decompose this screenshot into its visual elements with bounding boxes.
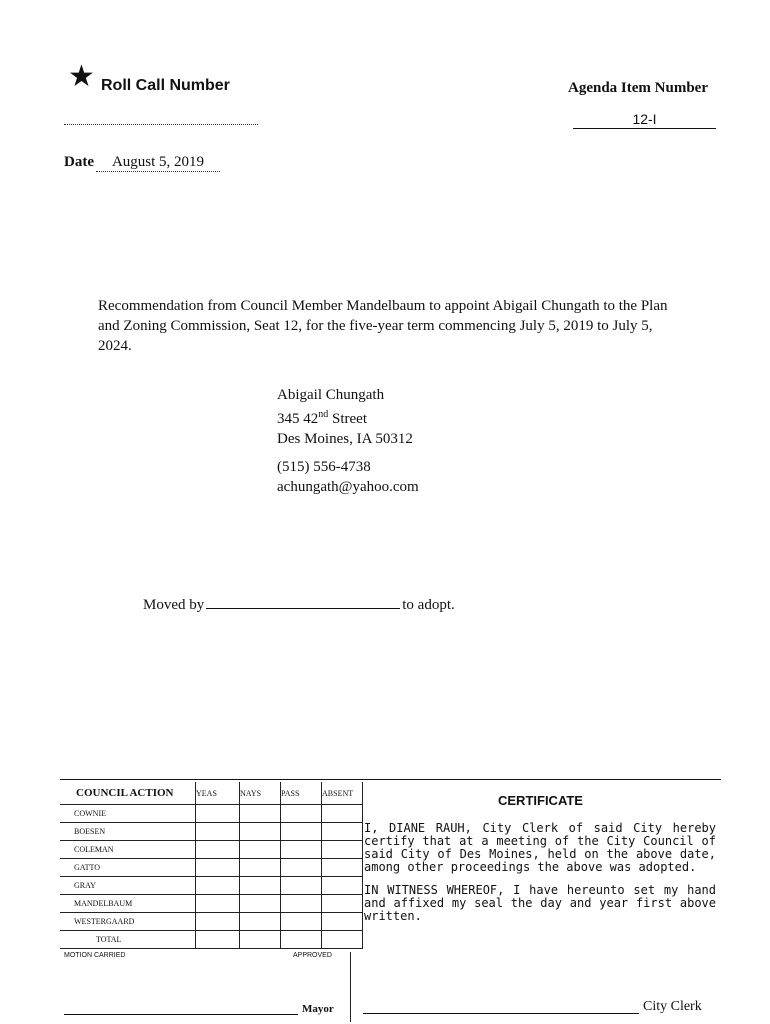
agenda-item-label: Agenda Item Number bbox=[568, 80, 708, 96]
table-row bbox=[60, 913, 363, 931]
appointee-address bbox=[277, 385, 413, 449]
certificate-title: CERTIFICATE bbox=[498, 793, 583, 808]
section-divider bbox=[60, 779, 721, 780]
col-nays: NAYS bbox=[240, 782, 281, 805]
motion-carried-label: MOTION CARRIED bbox=[64, 952, 126, 959]
moved-by-label: Moved by bbox=[143, 597, 205, 613]
col-absent: ABSENT bbox=[322, 782, 363, 805]
table-row bbox=[60, 859, 363, 877]
table-row bbox=[60, 895, 363, 913]
column-divider bbox=[350, 952, 351, 1022]
date-value: August 5, 2019 bbox=[96, 154, 220, 172]
col-pass: PASS bbox=[281, 782, 322, 805]
appointee-email: achungath@yahoo.com bbox=[277, 479, 419, 495]
mayor-label: Mayor bbox=[302, 1003, 334, 1015]
star-icon: ★ bbox=[68, 59, 95, 94]
member-name: MANDELBAUM bbox=[60, 895, 196, 913]
certificate-paragraph: I, DIANE RAUH, City Clerk of said City hereby certify that at a meeting of the City Council of said City of Des Moines, held on the above date, among other proceedings the above was adopted. bbox=[364, 821, 716, 874]
appointee-name: Abigail Chungath bbox=[277, 387, 385, 403]
roll-call-number-line bbox=[64, 124, 258, 125]
appointee-contact bbox=[277, 457, 419, 497]
member-name: GRAY bbox=[60, 877, 196, 895]
table-row bbox=[60, 823, 363, 841]
member-name: GATTO bbox=[60, 859, 196, 877]
member-name: COWNIE bbox=[60, 805, 196, 823]
clerk-signature-line bbox=[363, 1013, 639, 1014]
date-label: Date bbox=[64, 154, 94, 170]
mayor-signature-line bbox=[64, 1014, 298, 1015]
city-clerk-label: City Clerk bbox=[643, 999, 702, 1014]
table-row bbox=[60, 841, 363, 859]
certificate-text bbox=[364, 822, 716, 933]
member-name: BOESEN bbox=[60, 823, 196, 841]
appointee-phone: (515) 556-4738 bbox=[277, 459, 371, 475]
table-row-total bbox=[60, 931, 363, 949]
table-row bbox=[60, 805, 363, 823]
agenda-item-number: 12-I bbox=[573, 111, 716, 129]
certificate-paragraph: IN WITNESS WHEREOF, I have hereunto set my hand and affixed my seal the day and year first above written. bbox=[364, 883, 716, 923]
col-yeas: YEAS bbox=[196, 782, 240, 805]
roll-call-label: Roll Call Number bbox=[101, 77, 230, 94]
approved-label: APPROVED bbox=[293, 952, 332, 959]
total-label: TOTAL bbox=[60, 931, 196, 949]
member-name: WESTERGAARD bbox=[60, 913, 196, 931]
council-action-table bbox=[60, 782, 363, 949]
appointee-city: Des Moines, IA 50312 bbox=[277, 431, 413, 447]
moved-by-line bbox=[143, 594, 455, 614]
member-name: COLEMAN bbox=[60, 841, 196, 859]
table-row bbox=[60, 877, 363, 895]
appointee-street: 345 42nd Street bbox=[277, 409, 367, 427]
council-action-title: COUNCIL ACTION bbox=[60, 782, 196, 805]
moved-by-blank bbox=[206, 594, 400, 609]
recommendation-text: Recommendation from Council Member Mandelbaum to appoint Abigail Chungath to the Plan and Zoning Commission, Seat 12, for the five-year term commencing July 5, 2019 to July 5, 2024. bbox=[98, 298, 668, 354]
to-adopt-label: to adopt. bbox=[402, 597, 455, 613]
